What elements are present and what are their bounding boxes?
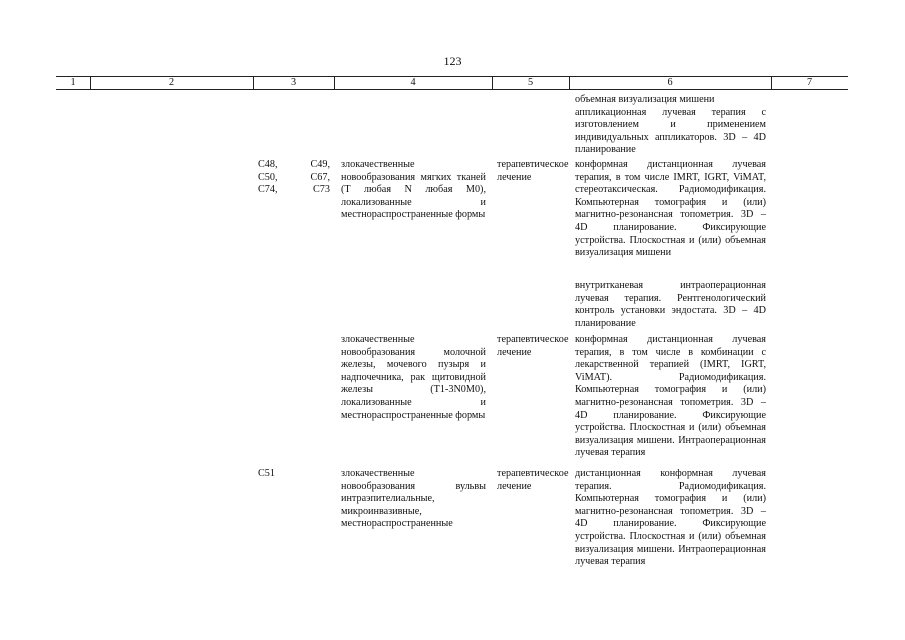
column-number-5: 5 <box>527 77 534 88</box>
row-1-treatment: терапевтическое лечение <box>497 159 569 183</box>
row-2-disease: злокачественные новообразования молочной железы, мочевого пузыря и надпочечника, рак щитовидной железы (T1-3N0M0), локализованные и местнораспространенные формы <box>341 334 486 421</box>
continuation-method-text: объемная визуализация мишени аппликационная лучевая терапия с изготовлением и применением индивидуальных аппликаторов. 3D – 4D планирование <box>575 94 766 156</box>
row-1-disease: злокачественные новообразования мягких тканей (T любая N любая M0), локализованные и местнораспространенные формы <box>341 159 486 221</box>
row-3-disease: злокачественные новообразования вульвы интраэпителиальные, микроинвазивные, местнораспространенные <box>341 468 486 530</box>
column-number-7: 7 <box>806 77 813 88</box>
row-1-method-1: конформная дистанционная лучевая терапия, в том числе IMRT, IGRT, ViMAT, стереотаксическая. Радиомодификация. Компьютерная томография и (или) магнитно-резонансная топометрия. 3D – 4D планирование. Фиксирующие устройства. Плоскостная и (или) объемная визуализация мишени <box>575 159 766 259</box>
row-2-method-1: конформная дистанционная лучевая терапия, в том числе в комбинации с лекарственной терапией (IMRT, IGRT, ViMAT). Радиомодификация. Компьютерная томография и (или) магнитно-резонансная топометрия. 3D – 4D планирование. Фиксирующие устройства. Плоскостная и (или) объемная визуализация мишени. Интраоперационная лучевая терапия <box>575 334 766 459</box>
row-1-codes: C48, C49, C50, C67, C74, C73 <box>258 159 330 196</box>
row-3-codes: C51 <box>258 468 275 479</box>
column-number-3: 3 <box>290 77 297 88</box>
row-3-treatment: терапевтическое лечение <box>497 468 569 492</box>
row-3-method-1: дистанционная конформная лучевая терапия. Радиомодификация. Компьютерная томография и (или) магнитно-резонансная топометрия. 3D – 4D планирование. Фиксирующие устройства. Плоскостная и (или) объемная визуализация мишени. Интраоперационная лучевая терапия <box>575 468 766 568</box>
row-2-treatment: терапевтическое лечение <box>497 334 569 358</box>
column-number-4: 4 <box>410 77 416 88</box>
column-number-1: 1 <box>70 77 76 88</box>
column-number-2: 2 <box>168 77 175 88</box>
row-1-method-2: внутритканевая интраоперационная лучевая терапия. Рентгенологический контроль установки эндостата. 3D – 4D планирование <box>575 280 766 329</box>
column-number-6: 6 <box>667 77 673 88</box>
page-number: 123 <box>443 54 462 68</box>
